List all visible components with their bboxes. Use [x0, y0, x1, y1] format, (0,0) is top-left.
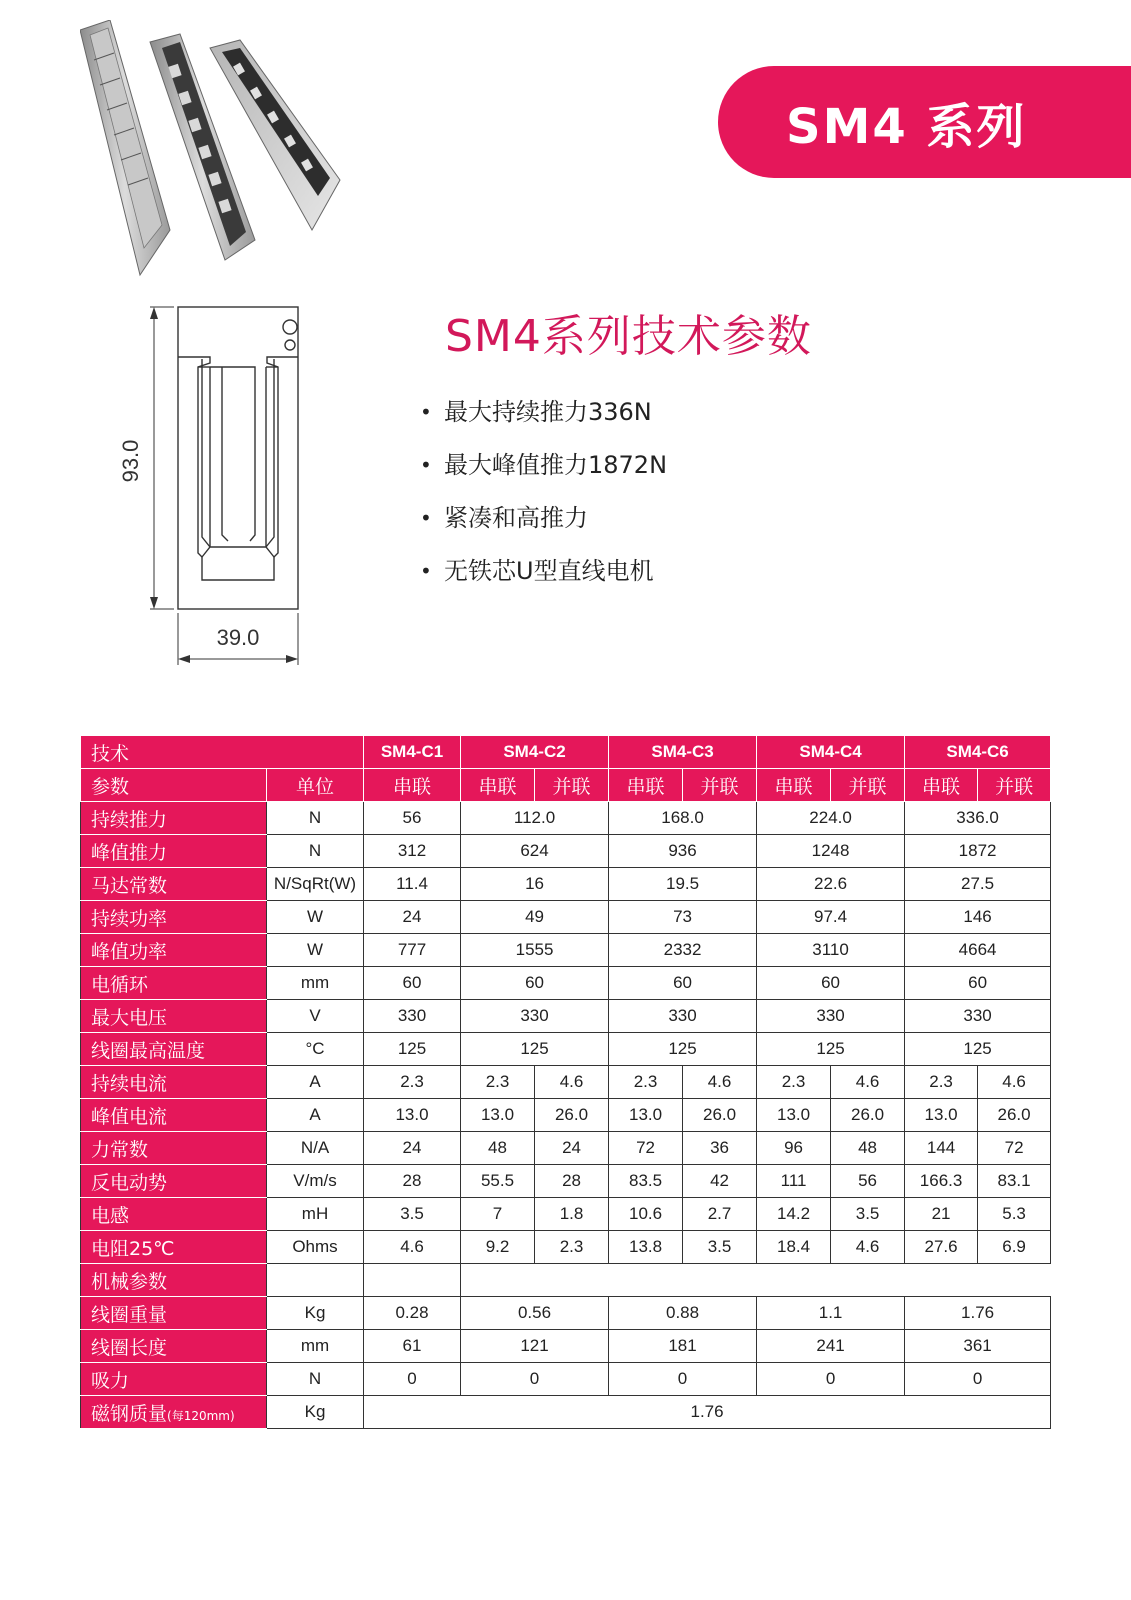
parallel-header: 并联	[683, 769, 757, 802]
spec-title: SM4系列技术参数	[445, 311, 812, 362]
value-cell: 16	[461, 868, 609, 901]
row-label: 电感	[81, 1198, 267, 1231]
unit-cell: N/A	[267, 1132, 364, 1165]
value-cell: 83.5	[609, 1165, 683, 1198]
row-label: 持续功率	[81, 901, 267, 934]
value-cell: 4.6	[978, 1066, 1051, 1099]
table-row	[81, 1165, 1051, 1198]
value-cell: 330	[364, 1000, 461, 1033]
value-cell: 4664	[905, 934, 1051, 967]
table-row	[81, 934, 1051, 967]
value-cell: 125	[905, 1033, 1051, 1066]
unit-cell: V	[267, 1000, 364, 1033]
param-header: 参数	[81, 769, 267, 802]
value-cell: 60	[364, 967, 461, 1000]
value-cell: 48	[461, 1132, 535, 1165]
value-cell: 6.9	[978, 1231, 1051, 1264]
bullet-icon: •	[420, 558, 432, 583]
feature-item: • 最大峰值推力1872N	[420, 438, 667, 491]
value-cell: 55.5	[461, 1165, 535, 1198]
value-cell: 146	[905, 901, 1051, 934]
table-subheader-row	[81, 769, 1051, 802]
value-cell: 2.7	[683, 1198, 757, 1231]
table-row	[81, 1066, 1051, 1099]
row-label: 峰值推力	[81, 835, 267, 868]
series-header: 串联	[905, 769, 978, 802]
value-cell: 49	[461, 901, 609, 934]
value-cell: 56	[364, 802, 461, 835]
value-cell: 125	[757, 1033, 905, 1066]
table-row	[81, 1363, 1051, 1396]
value-cell: 330	[905, 1000, 1051, 1033]
row-label: 电循环	[81, 967, 267, 1000]
magnet-note: (每120mm)	[167, 1408, 235, 1423]
value-cell: 27.6	[905, 1231, 978, 1264]
value-cell: 0	[609, 1363, 757, 1396]
value-cell: 0	[461, 1363, 609, 1396]
magnet-label: 磁钢质量	[91, 1402, 168, 1425]
table-header-row	[81, 736, 1051, 769]
value-cell: 112.0	[461, 802, 609, 835]
section-label: 机械参数	[81, 1264, 267, 1297]
feature-item: • 紧凑和高推力	[420, 491, 667, 544]
unit-header: 单位	[267, 769, 364, 802]
table-row	[81, 1231, 1051, 1264]
value-cell: 3.5	[831, 1198, 905, 1231]
value-cell: 97.4	[757, 901, 905, 934]
value-cell: 125	[364, 1033, 461, 1066]
parallel-header: 并联	[978, 769, 1051, 802]
value-cell: 3.5	[364, 1198, 461, 1231]
value-cell: 1248	[757, 835, 905, 868]
value-cell: 13.0	[905, 1099, 978, 1132]
height-dimension-label: 93.0	[118, 439, 143, 483]
row-label: 持续推力	[81, 802, 267, 835]
unit-cell: N	[267, 1363, 364, 1396]
row-label: 反电动势	[81, 1165, 267, 1198]
value-cell: 0	[905, 1363, 1051, 1396]
empty-cell	[267, 1264, 364, 1297]
value-cell: 121	[461, 1330, 609, 1363]
unit-cell: A	[267, 1099, 364, 1132]
unit-cell: Ohms	[267, 1231, 364, 1264]
value-cell: 3.5	[683, 1231, 757, 1264]
value-cell: 24	[364, 901, 461, 934]
dimension-drawing	[110, 295, 340, 685]
spec-table	[80, 735, 1051, 1429]
feature-item: • 无铁芯U型直线电机	[420, 544, 667, 597]
value-cell: 19.5	[609, 868, 757, 901]
table-row	[81, 802, 1051, 835]
value-cell: 5.3	[978, 1198, 1051, 1231]
value-cell: 1.76	[364, 1396, 1051, 1429]
unit-cell: °C	[267, 1033, 364, 1066]
value-cell: 0.28	[364, 1297, 461, 1330]
value-cell: 144	[905, 1132, 978, 1165]
table-row	[81, 835, 1051, 868]
row-label	[81, 1396, 267, 1429]
row-label: 线圈最高温度	[81, 1033, 267, 1066]
value-cell: 26.0	[535, 1099, 609, 1132]
value-cell: 125	[461, 1033, 609, 1066]
value-cell: 26.0	[683, 1099, 757, 1132]
header-label: 技术	[81, 736, 364, 769]
table-row	[81, 1099, 1051, 1132]
table-row	[81, 1132, 1051, 1165]
series-badge: SM4 系列	[718, 66, 1131, 178]
width-dimension-label: 39.0	[216, 625, 260, 650]
value-cell: 2.3	[609, 1066, 683, 1099]
table-row	[81, 1396, 1051, 1429]
series-header: 串联	[364, 769, 461, 802]
unit-cell: A	[267, 1066, 364, 1099]
row-label: 马达常数	[81, 868, 267, 901]
parallel-header: 并联	[535, 769, 609, 802]
table-row	[81, 868, 1051, 901]
table-row	[81, 901, 1051, 934]
value-cell: 0	[364, 1363, 461, 1396]
value-cell: 56	[831, 1165, 905, 1198]
value-cell: 330	[461, 1000, 609, 1033]
unit-cell: mm	[267, 1330, 364, 1363]
table-section-row	[81, 1264, 1051, 1297]
value-cell: 241	[757, 1330, 905, 1363]
value-cell: 96	[757, 1132, 831, 1165]
unit-cell: N	[267, 802, 364, 835]
value-cell: 72	[609, 1132, 683, 1165]
value-cell: 224.0	[757, 802, 905, 835]
table-row	[81, 1033, 1051, 1066]
unit-cell: mm	[267, 967, 364, 1000]
unit-cell: W	[267, 901, 364, 934]
value-cell: 72	[978, 1132, 1051, 1165]
value-cell: 14.2	[757, 1198, 831, 1231]
value-cell: 83.1	[978, 1165, 1051, 1198]
model-header: SM4-C4	[757, 736, 905, 769]
value-cell: 4.6	[831, 1066, 905, 1099]
series-header: 串联	[609, 769, 683, 802]
value-cell: 330	[757, 1000, 905, 1033]
value-cell: 60	[609, 967, 757, 1000]
value-cell: 330	[609, 1000, 757, 1033]
unit-cell: V/m/s	[267, 1165, 364, 1198]
row-label: 持续电流	[81, 1066, 267, 1099]
unit-cell: N	[267, 835, 364, 868]
value-cell: 1.76	[905, 1297, 1051, 1330]
value-cell: 60	[905, 967, 1051, 1000]
table-row	[81, 1000, 1051, 1033]
value-cell: 0.88	[609, 1297, 757, 1330]
table-row	[81, 1330, 1051, 1363]
value-cell: 10.6	[609, 1198, 683, 1231]
model-header: SM4-C2	[461, 736, 609, 769]
value-cell: 7	[461, 1198, 535, 1231]
row-label: 峰值功率	[81, 934, 267, 967]
series-header: 串联	[461, 769, 535, 802]
unit-cell: mH	[267, 1198, 364, 1231]
model-header: SM4-C1	[364, 736, 461, 769]
empty-cell	[461, 1264, 1051, 1297]
unit-cell: Kg	[267, 1297, 364, 1330]
value-cell: 1872	[905, 835, 1051, 868]
value-cell: 2.3	[461, 1066, 535, 1099]
value-cell: 312	[364, 835, 461, 868]
value-cell: 1.8	[535, 1198, 609, 1231]
value-cell: 48	[831, 1132, 905, 1165]
value-cell: 27.5	[905, 868, 1051, 901]
value-cell: 61	[364, 1330, 461, 1363]
value-cell: 624	[461, 835, 609, 868]
value-cell: 42	[683, 1165, 757, 1198]
value-cell: 13.0	[364, 1099, 461, 1132]
value-cell: 2.3	[535, 1231, 609, 1264]
model-header: SM4-C6	[905, 736, 1051, 769]
value-cell: 181	[609, 1330, 757, 1363]
value-cell: 2.3	[364, 1066, 461, 1099]
value-cell: 3110	[757, 934, 905, 967]
feature-list	[420, 385, 667, 597]
bullet-icon: •	[420, 505, 432, 530]
value-cell: 13.0	[461, 1099, 535, 1132]
value-cell: 2.3	[757, 1066, 831, 1099]
table-row	[81, 1297, 1051, 1330]
bullet-icon: •	[420, 452, 432, 477]
unit-cell: Kg	[267, 1396, 364, 1429]
value-cell: 0.56	[461, 1297, 609, 1330]
row-label: 最大电压	[81, 1000, 267, 1033]
value-cell: 26.0	[978, 1099, 1051, 1132]
value-cell: 13.8	[609, 1231, 683, 1264]
value-cell: 60	[461, 967, 609, 1000]
parallel-header: 并联	[831, 769, 905, 802]
value-cell: 60	[757, 967, 905, 1000]
value-cell: 125	[609, 1033, 757, 1066]
value-cell: 2.3	[905, 1066, 978, 1099]
bullet-icon: •	[420, 399, 432, 424]
row-label: 峰值电流	[81, 1099, 267, 1132]
value-cell: 13.0	[609, 1099, 683, 1132]
unit-cell: W	[267, 934, 364, 967]
value-cell: 9.2	[461, 1231, 535, 1264]
row-label: 线圈重量	[81, 1297, 267, 1330]
value-cell: 24	[535, 1132, 609, 1165]
unit-cell: N/SqRt(W)	[267, 868, 364, 901]
value-cell: 11.4	[364, 868, 461, 901]
value-cell: 2332	[609, 934, 757, 967]
value-cell: 1555	[461, 934, 609, 967]
feature-item: • 最大持续推力336N	[420, 385, 667, 438]
value-cell: 166.3	[905, 1165, 978, 1198]
table-row	[81, 1198, 1051, 1231]
row-label: 电阻25℃	[81, 1231, 267, 1264]
value-cell: 73	[609, 901, 757, 934]
empty-cell	[364, 1264, 461, 1297]
value-cell: 26.0	[831, 1099, 905, 1132]
value-cell: 936	[609, 835, 757, 868]
value-cell: 0	[757, 1363, 905, 1396]
value-cell: 24	[364, 1132, 461, 1165]
value-cell: 28	[364, 1165, 461, 1198]
value-cell: 36	[683, 1132, 757, 1165]
value-cell: 168.0	[609, 802, 757, 835]
value-cell: 4.6	[831, 1231, 905, 1264]
value-cell: 22.6	[757, 868, 905, 901]
value-cell: 777	[364, 934, 461, 967]
value-cell: 4.6	[683, 1066, 757, 1099]
value-cell: 21	[905, 1198, 978, 1231]
model-header: SM4-C3	[609, 736, 757, 769]
value-cell: 13.0	[757, 1099, 831, 1132]
value-cell: 4.6	[535, 1066, 609, 1099]
row-label: 吸力	[81, 1363, 267, 1396]
value-cell: 336.0	[905, 802, 1051, 835]
value-cell: 111	[757, 1165, 831, 1198]
value-cell: 4.6	[364, 1231, 461, 1264]
table-row	[81, 967, 1051, 1000]
value-cell: 28	[535, 1165, 609, 1198]
row-label: 力常数	[81, 1132, 267, 1165]
product-photo	[80, 20, 350, 282]
row-label: 线圈长度	[81, 1330, 267, 1363]
value-cell: 18.4	[757, 1231, 831, 1264]
value-cell: 361	[905, 1330, 1051, 1363]
series-header: 串联	[757, 769, 831, 802]
value-cell: 1.1	[757, 1297, 905, 1330]
